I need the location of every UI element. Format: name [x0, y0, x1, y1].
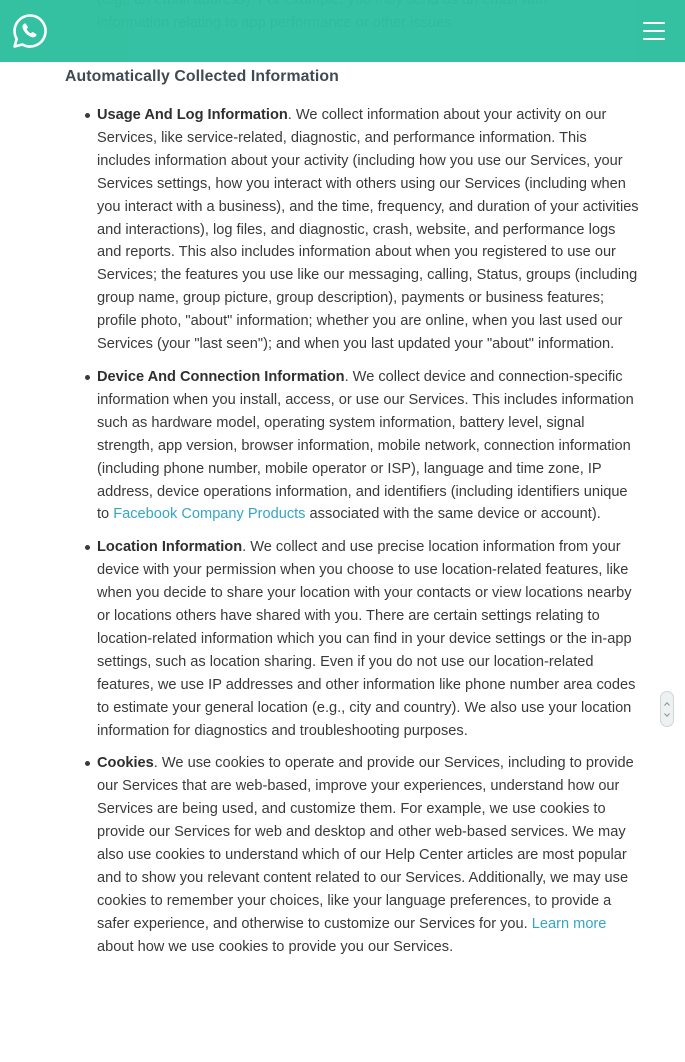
menu-line	[643, 30, 665, 32]
whatsapp-logo-icon[interactable]	[12, 13, 48, 49]
bullet-title: Location Information	[97, 539, 243, 556]
bullet-title: Device And Connection Information	[97, 368, 345, 385]
bullet-text: . We collect and use precise location information from your device with your permission when you choose to use location-related features, like when you decide to share your location with your contacts or view locations nearby or locations others have shared with you. There are certain settings relating to location-related information which you can find in your device settings or the in-app settings, such as location sharing. Even if you do not use our location-related features, we use IP addresses and other information like phone number area codes to estimate your general location (e.g., city and country). We also use your location information for diagnostics and troubleshooting purposes.	[97, 539, 636, 739]
bullet-text: . We collect information about your activity on our Services, like service-related, diagnostic, and performance information. This includes information about your activity (including how you use our Services, your Services settings, how you interact with others using our Services (including when you interact with a business), and the time, frequency, and duration of your activities and interactions), log files, and diagnostic, crash, website, and performance logs and reports. This also includes information about when you registered to use our Services; the features you use like our messaging, calling, Status, groups (including group name, group picture, group description), payments or business features; profile photo, "about" information; whether you are online, when you last used our Services (your "last seen"); and when you last updated your "about" information.	[97, 107, 639, 353]
bullet-location	[97, 536, 642, 742]
chevron-up-icon	[664, 701, 670, 707]
bullet-text-after: about how we use cookies to provide you our Services.	[97, 938, 454, 955]
bullet-text-after: associated with the same device or account).	[305, 506, 601, 523]
menu-line	[643, 22, 665, 24]
section-title: Automatically Collected Information	[65, 68, 339, 85]
menu-line	[643, 38, 665, 40]
scroll-handle[interactable]	[660, 691, 674, 727]
bullet-text: . We collect device and connection-specific information when you install, access, or use our Services. This includes information such as hardware model, operating system information, battery level, signal strength, app version, browser information, mobile network, connection information (including phone number, mobile operator or ISP), language and time zone, IP address, device operations information, and identifiers (including identifiers unique to	[97, 368, 634, 523]
facebook-company-products-link[interactable]: Facebook Company Products	[113, 506, 306, 523]
bullet-device-connection	[97, 366, 642, 526]
bullet-text: . We use cookies to operate and provide our Services, including to provide our Services that are web-based, improve your experiences, understand how our Services are being used, and customize them. For example, we use cookies to provide our Services for web and desktop and other web-based services. We may also use cookies to understand which of our Help Center articles are most popular and to show you relevant content related to our Services. Additionally, we may use cookies to remember your choices, like your language preferences, to provide a safer experience, and otherwise to customize our Services for you.	[97, 755, 634, 932]
bullet-cookies	[97, 752, 642, 958]
bullet-title: Cookies	[97, 755, 154, 772]
bullet-title: Usage And Log Information	[97, 107, 288, 123]
bullet-usage-log	[97, 104, 642, 356]
chevron-down-icon	[664, 712, 670, 718]
learn-more-link[interactable]: Learn more	[531, 915, 607, 932]
top-header-bar	[0, 0, 685, 62]
info-bullet-list	[97, 104, 642, 969]
hamburger-menu-icon[interactable]	[643, 22, 665, 40]
